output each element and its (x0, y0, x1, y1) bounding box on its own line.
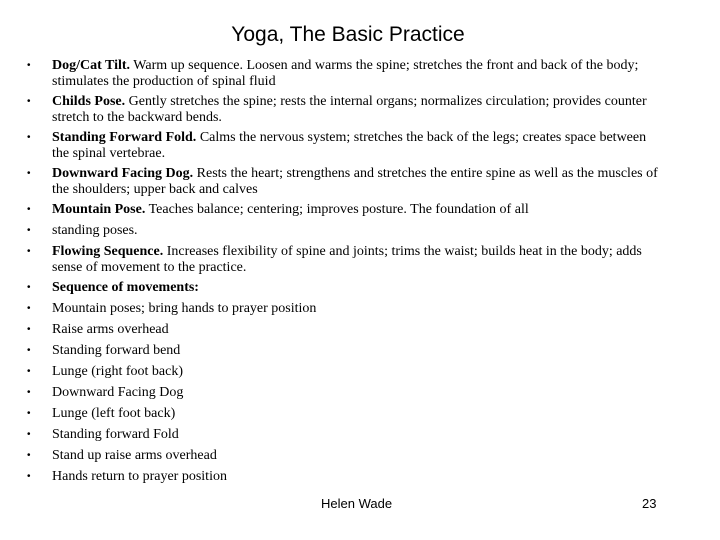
list-item (24, 385, 664, 401)
list-item (24, 364, 664, 380)
item-text: Lunge (right foot back) (52, 364, 184, 379)
item-text: Gently stretches the spine; rests the internal organs; normalizes circulation; provides counter stretch to the backward bends. (52, 94, 647, 125)
item-text: Hands return to prayer position (52, 469, 227, 484)
item-heading: Dog/Cat Tilt. (52, 58, 131, 73)
list-item (24, 343, 664, 359)
slide-title: Yoga, The Basic Practice (231, 23, 465, 46)
item-heading: Flowing Sequence. (52, 244, 164, 259)
item-heading: Standing Forward Fold. (52, 130, 197, 145)
footer-page-number: 23 (642, 496, 657, 511)
list-item (24, 244, 664, 276)
item-text: Standing forward Fold (52, 427, 179, 442)
list-item (24, 202, 664, 218)
list-item (24, 58, 664, 90)
list-item (24, 301, 664, 317)
list-item (24, 427, 664, 443)
item-text: Downward Facing Dog (52, 385, 184, 400)
item-text: Rests the heart; strengthens and stretches the entire spine as well as the muscles of the shoulders; upper back and calves (52, 166, 658, 197)
list-item (24, 322, 664, 338)
item-text: Warm up sequence. Loosen and warms the spine; stretches the front and back of the body; stimulates the production of spinal fluid (52, 58, 639, 89)
list-item (24, 130, 664, 162)
item-heading: Childs Pose. (52, 94, 126, 109)
item-heading: Sequence of movements: (52, 280, 199, 295)
item-heading: Downward Facing Dog. (52, 166, 194, 181)
item-text: Teaches balance; centering; improves posture. The foundation of all (145, 202, 529, 217)
item-heading: Mountain Pose. (52, 202, 146, 217)
item-text: Raise arms overhead (52, 322, 169, 337)
item-text: Lunge (left foot back) (52, 406, 176, 421)
list-item (24, 469, 664, 485)
list-item (24, 448, 664, 464)
item-text: Mountain poses; bring hands to prayer position (52, 301, 317, 316)
item-text: Stand up raise arms overhead (52, 448, 217, 463)
list-item (24, 94, 664, 126)
footer-author: Helen Wade (321, 496, 393, 511)
list-item (24, 406, 664, 422)
list-item (24, 166, 664, 198)
list-item (24, 223, 664, 239)
bullet-list (24, 58, 664, 490)
item-text: standing poses. (52, 223, 138, 238)
item-text: Increases flexibility of spine and joints; trims the waist; builds heat in the body; adds sense of movement to the practice. (52, 244, 642, 275)
item-text: Calms the nervous system; stretches the back of the legs; creates space between the spinal vertebrae. (52, 130, 647, 161)
item-text: Standing forward bend (52, 343, 181, 358)
list-item (24, 280, 664, 296)
